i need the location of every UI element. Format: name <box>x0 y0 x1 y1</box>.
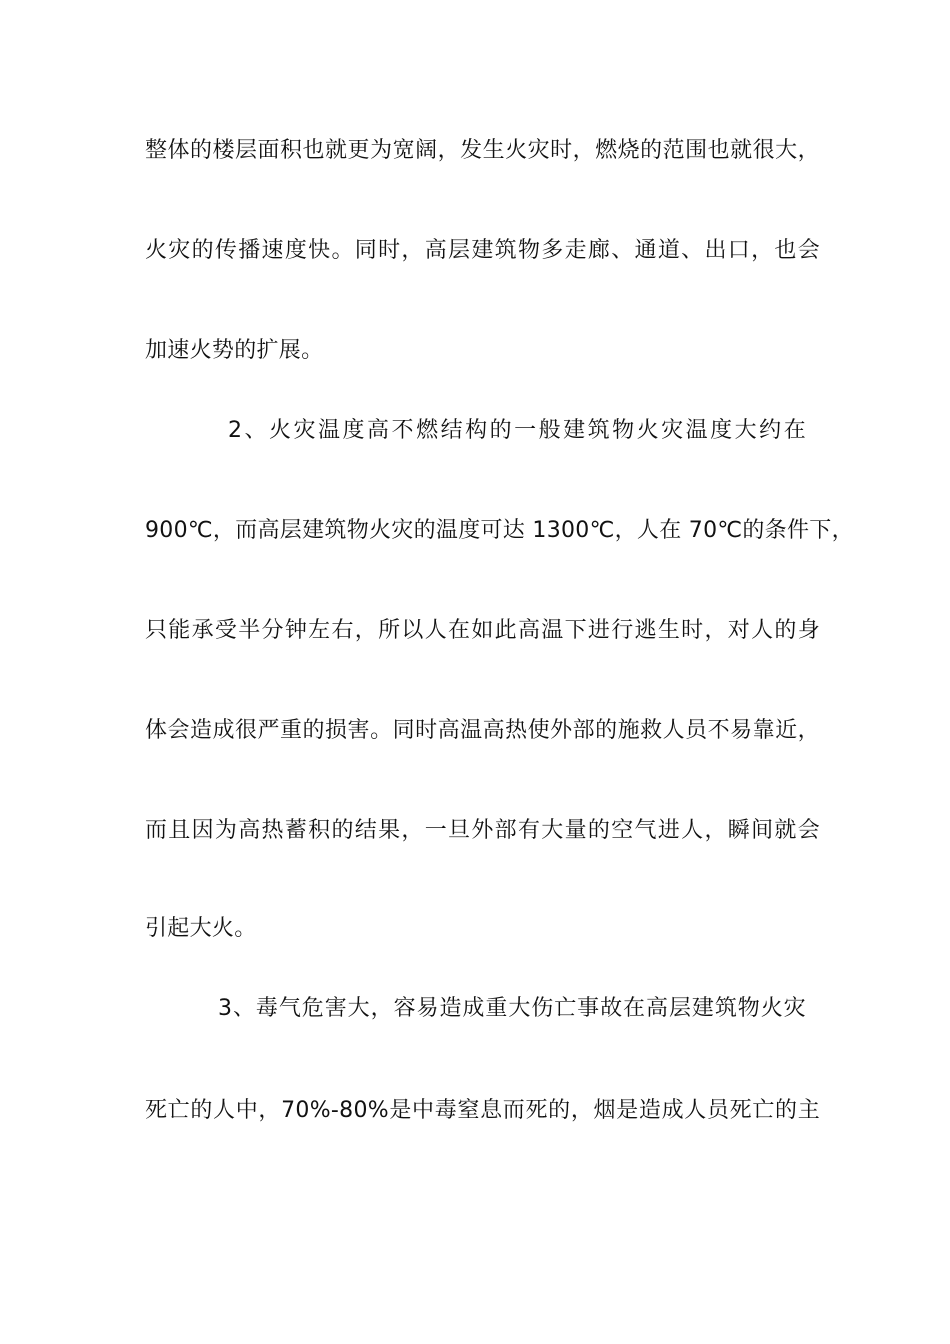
text-line: 火灾的传播速度快。同时，高层建筑物多走廊、通道、出口，也会 <box>145 238 820 263</box>
text-line: 900℃，而高层建筑物火灾的温度可达 1300℃，人在 70℃的条件下， <box>145 518 854 543</box>
text-line: 体会造成很严重的损害。同时高温高热使外部的施救人员不易靠近， <box>145 718 820 743</box>
text-line: 整体的楼层面积也就更为宽阔，发生火灾时，燃烧的范围也就很大， <box>145 138 820 163</box>
text-line: 而且因为高热蓄积的结果，一旦外部有大量的空气进人，瞬间就会 <box>145 818 820 843</box>
text-line: 加速火势的扩展。 <box>145 338 324 363</box>
text-line: 只能承受半分钟左右，所以人在如此高温下进行逃生时，对人的身 <box>145 618 820 643</box>
paragraph-start-line: 3、毒气危害大，容易造成重大伤亡事故在高层建筑物火灾 <box>218 996 806 1021</box>
text-line: 引起大火。 <box>145 916 257 941</box>
paragraph-start-line: 2、火灾温度高不燃结构的一般建筑物火灾温度大约在 <box>228 418 806 443</box>
text-line: 死亡的人中，70%-80%是中毒窒息而死的，烟是造成人员死亡的主 <box>145 1098 820 1123</box>
